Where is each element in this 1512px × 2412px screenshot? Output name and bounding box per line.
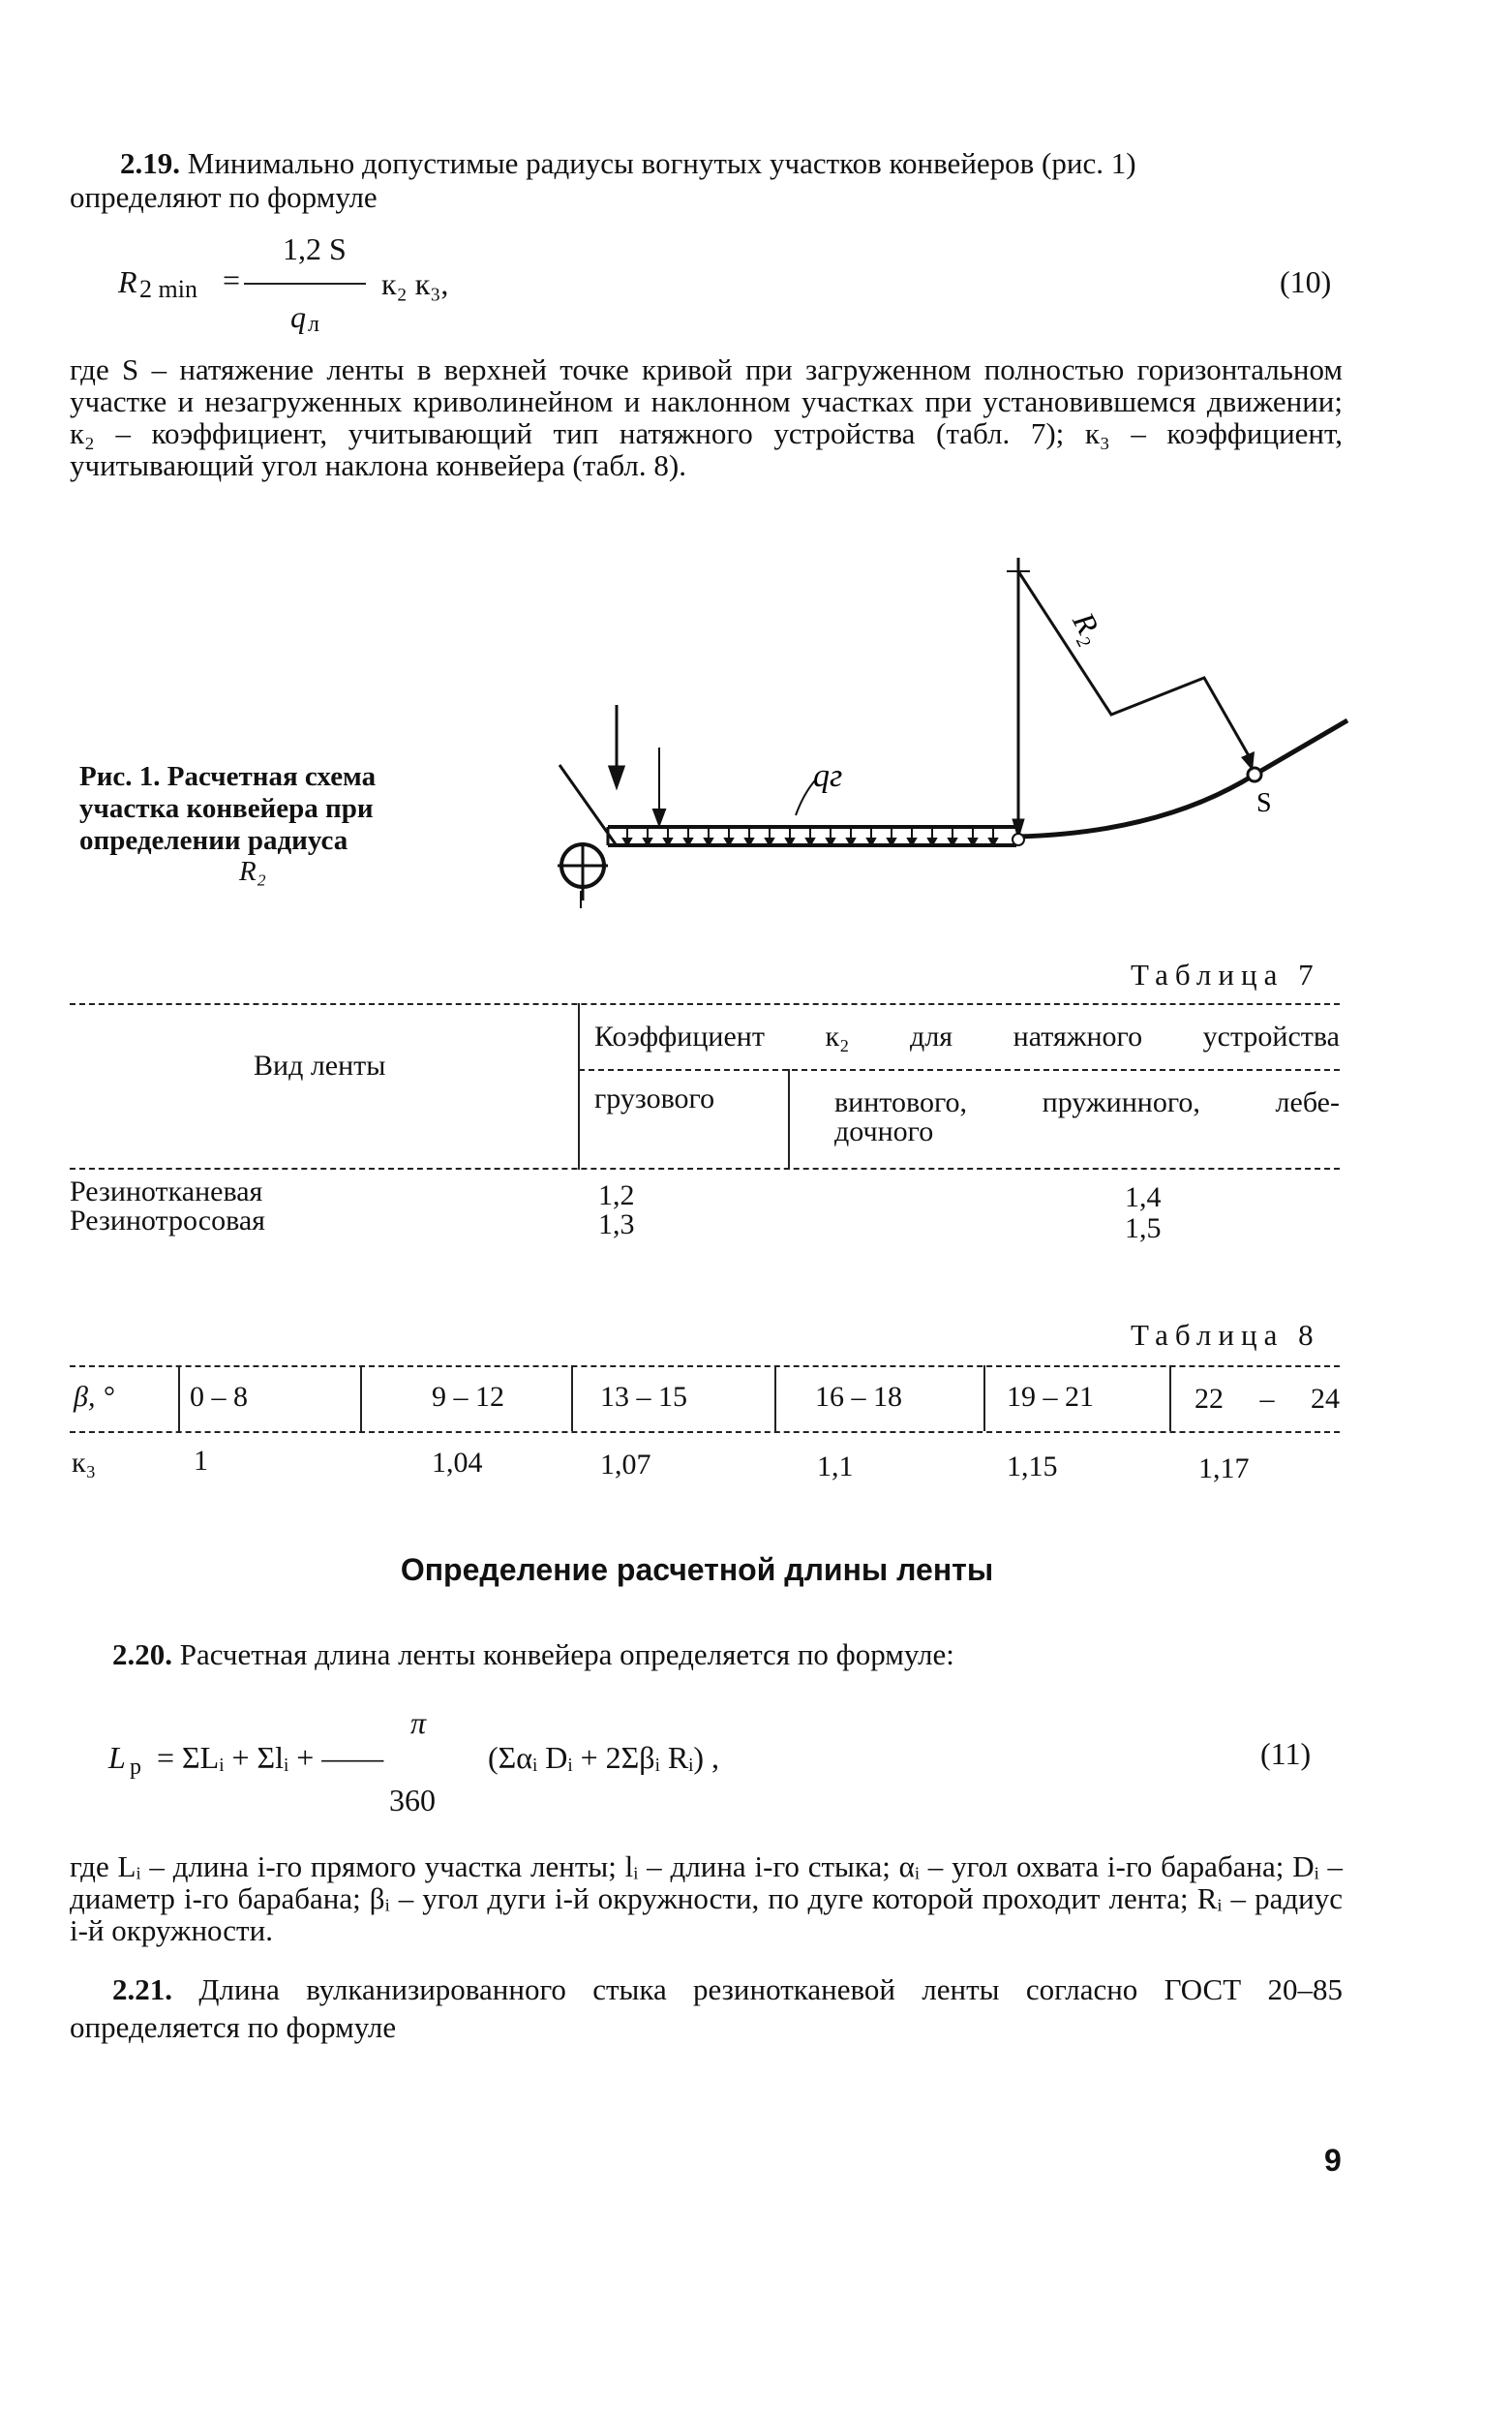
table7-row1-cargo: 1,2 (598, 1179, 635, 1211)
table8-value-1: 1 (194, 1445, 208, 1477)
table8-value-2: 1,04 (432, 1447, 483, 1479)
table8-row-label: к₃ (72, 1447, 97, 1479)
page-number: 9 (1324, 2143, 1342, 2178)
radius-vertical-line (1007, 558, 1030, 839)
table8-range-5: 19 – 21 (1007, 1381, 1094, 1413)
table8-title: Таблица 8 (1131, 1318, 1320, 1352)
table7-row2-other: 1,5 (1125, 1212, 1162, 1244)
table8-range-1: 0 – 8 (190, 1381, 248, 1413)
distributed-load-arrows (623, 827, 997, 845)
table8-range-4: 16 – 18 (815, 1381, 902, 1413)
figure-1-caption-line1: Рис. 1. Расчетная схема (79, 761, 377, 792)
table8-value-4: 1,1 (817, 1450, 854, 1482)
section-number-2-19: 2.19. (120, 146, 180, 180)
table8-range-3: 13 – 15 (600, 1381, 687, 1413)
paragraph-2-21 (70, 1971, 1343, 2047)
formula-11-lhs-sub: р (130, 1755, 141, 1780)
table8-range-2: 9 – 12 (432, 1381, 504, 1413)
paragraph-2-20 (70, 1638, 1343, 1672)
radius-dimension-line (1018, 571, 1251, 759)
formula-10-number: (10) (1280, 264, 1332, 299)
section-number-2-21: 2.21. (112, 1972, 172, 2006)
table7-title: Таблица 7 (1131, 958, 1320, 992)
paragraph-2-19-line2: определяют по формуле (70, 179, 378, 214)
force-arrow-1 (610, 705, 623, 786)
table7-row2-type: Резинотросовая (70, 1205, 265, 1237)
table7-row1-type: Резинотканевая (70, 1175, 263, 1207)
formula-10-lhs: R (118, 264, 137, 299)
table7-header-type: Вид ленты (254, 1050, 386, 1082)
table8-value-6: 1,17 (1198, 1452, 1250, 1484)
belt-incline (1255, 720, 1347, 775)
label-qr: qг (813, 758, 843, 794)
paragraph-2-20-where: где Lᵢ – длина i-го прямого участка ленты; lᵢ – длина i-го стыка; αᵢ – угол охвата i-го барабана; Dᵢ – диаметр i-го барабана; βᵢ – угол дуги i-й окружности, по дуге которой проходит лента; Rᵢ – радиус i-й окружности. (70, 1849, 1343, 1947)
formula-10-lhs-sub: 2 min (139, 275, 197, 303)
table7-sub-cargo: грузового (594, 1083, 715, 1114)
formula-11-lhs: L (108, 1740, 126, 1775)
table7-header-coef: Коэффициент к₂ для натяжного устройства (594, 1021, 1340, 1053)
formula-11-terms: = ΣLᵢ + Σlᵢ + –––– (157, 1740, 384, 1775)
paragraph-2-19 (70, 147, 1343, 214)
table7-sub-other: винтового, пружинного, лебе- дочного (834, 1086, 1340, 1147)
table8-value-3: 1,07 (600, 1449, 651, 1481)
paragraph-2-21-text: Длина вулканизированного стыка резинотканевой ленты согласно ГОСТ 20–85 определяется по формуле (70, 1972, 1344, 2044)
formula-10-numerator: 1,2 S (283, 231, 347, 266)
table8-range-6: 22 – 24 (1194, 1383, 1340, 1415)
paragraph-2-19-where: где S – натяжение ленты в верхней точке кривой при загруженном полностью горизонтальном участке и незагруженных криволинейном и наклонном участках при установившемся движении; к₂ – коэффициент, учитывающий тип натяжного устройства (табл. 7); к₃ – коэффициент, учитывающий угол наклона конвейера (табл. 8). (70, 352, 1343, 482)
figure-1-caption (79, 761, 376, 888)
table8-header-label: β, ° (74, 1381, 114, 1413)
formula-10-equals: = (223, 262, 241, 297)
formula-11-number: (11) (1260, 1736, 1312, 1771)
table7-row2-cargo: 1,3 (598, 1208, 635, 1240)
point-s-icon (1248, 768, 1261, 781)
figure-1-caption-line3: определении радиуса (79, 824, 348, 856)
formula-11-denominator: 360 (389, 1783, 436, 1817)
label-s: S (1256, 788, 1272, 818)
label-r2: R₂ (1066, 606, 1111, 650)
formula-10-factors: к₂ к₃, (381, 266, 449, 301)
formula-10-denominator: q (290, 299, 306, 334)
belt-curve (1018, 775, 1255, 837)
figure-1-diagram (542, 552, 1355, 910)
paragraph-2-20-text: Расчетная длина ленты конвейера определяется по формуле: (179, 1637, 954, 1671)
tangent-point-icon (1013, 834, 1024, 845)
drum-icon (558, 842, 608, 908)
formula-10-denominator-sub: л (308, 312, 319, 337)
paragraph-2-19-line1: Минимально допустимые радиусы вогнутых участков конвейеров (рис. 1) (187, 146, 1136, 180)
force-arrow-2 (653, 748, 665, 825)
figure-1-caption-line2: участка конвейера при (79, 792, 374, 824)
section-number-2-20: 2.20. (112, 1637, 172, 1671)
figure-1-caption-line4: R₂ (239, 856, 266, 888)
table8-value-5: 1,15 (1007, 1450, 1058, 1482)
formula-10-fraction-bar (244, 283, 366, 285)
formula-11-pi: π (410, 1705, 427, 1740)
table7-row1-other: 1,4 (1125, 1181, 1162, 1213)
section-heading: Определение расчетной длины ленты (400, 1552, 994, 1587)
formula-11-rhs: (Σαᵢ Dᵢ + 2Σβᵢ Rᵢ) , (488, 1740, 720, 1775)
